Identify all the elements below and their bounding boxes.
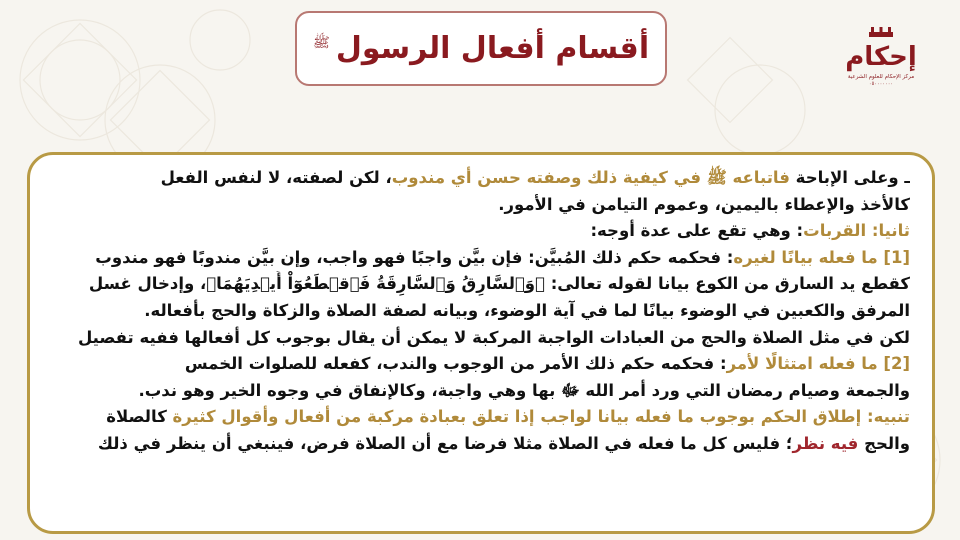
line-8-text: : فحكمه حكم ذلك الأمر من الوجوب والندب، كفعله للصلوات الخمس	[184, 354, 727, 374]
line-1-highlight: فاتباعه ﷺ في كيفية ذلك وصفته حسن أي مندوب	[391, 168, 790, 187]
line-1-text-a: ـ وعلى الإباحة	[789, 168, 910, 187]
line-10	[52, 404, 910, 431]
line-11	[52, 431, 910, 458]
line-11-text-c: ؛ فليس كل ما فعله في الصلاة مثلا فرضا مع أن الصلاة فرض، فينبغي أن ينظر في ذلك	[97, 433, 793, 453]
line-9: والجمعة وصيام رمضان التي ورد أمر الله ﷻ بها وهي واجبة، وكالإنفاق في وجوه الخير وهو ندب.	[138, 380, 910, 400]
line-1-text-c: ، لكن لصفته، لا لنفس الفعل	[160, 168, 392, 187]
title-honorific: ﷺ	[312, 34, 330, 51]
line-2: كالأخذ والإعطاء باليمين، وعموم التيامن في الأمور.	[498, 194, 910, 214]
line-10-text: كالصلاة	[106, 407, 173, 427]
section-heading-qurubat: ثانيا: القربات	[803, 221, 910, 241]
page-title: أقسام أفعال الرسول	[335, 31, 650, 66]
line-8	[52, 351, 910, 378]
line-3-text: : وهي تقع على عدة أوجه:	[590, 221, 804, 241]
logo	[846, 26, 916, 96]
logo-subtitle: مركز الإحكام للعلوم الشرعية	[847, 74, 915, 80]
logo-emblem-icon	[868, 26, 894, 38]
logo-phone: ٠٥٠٠٠٠٠٠٠	[868, 81, 894, 87]
line-4-text: : فحكمه حكم ذلك المُبيَّن: فإن بيَّن واجبًا فهو واجب، وإن بيَّن مندوبًا فهو مندوب	[95, 247, 734, 267]
title-banner	[295, 11, 667, 86]
line-7: لكن في مثل الصلاة والحج من العبادات الواجبة المركبة لا يمكن أن يقال بوجوب كل أفعالها ففيه تفصيل	[77, 327, 910, 347]
line-3	[52, 218, 910, 245]
note-heading: تنبيه: إطلاق الحكم بوجوب ما فعله بيانا لواجب إذا تعلق بعبادة مركبة من أفعال وأقوال كثيرة	[172, 407, 910, 427]
line-1	[52, 165, 910, 192]
content-text	[52, 165, 910, 458]
line-11-highlight: فيه نظر	[792, 433, 859, 453]
point-2-heading: [2] ما فعله امتثالًا لأمر	[726, 354, 910, 374]
line-6: المرفق والكعبين في الوضوء بيانًا لما في آية الوضوء، وبيانه لصفة الصلاة والزكاة والحج بأفعاله.	[144, 300, 910, 320]
point-1-heading: [1] ما فعله بيانًا لغيره	[733, 247, 910, 267]
line-11-text-a: والحج	[858, 433, 910, 453]
content-box	[27, 152, 935, 534]
logo-name: إحكام	[845, 42, 917, 72]
line-5: كقطع يد السارق من الكوع بيانا لقوله تعالى: ﴿وَٱلسَّارِقُ وَٱلسَّارِقَةُ فَٱقۡطَعُوٓاْ أَيۡدِيَهُمَا﴾، وإدخال غسل	[88, 274, 910, 294]
line-4	[52, 245, 910, 272]
